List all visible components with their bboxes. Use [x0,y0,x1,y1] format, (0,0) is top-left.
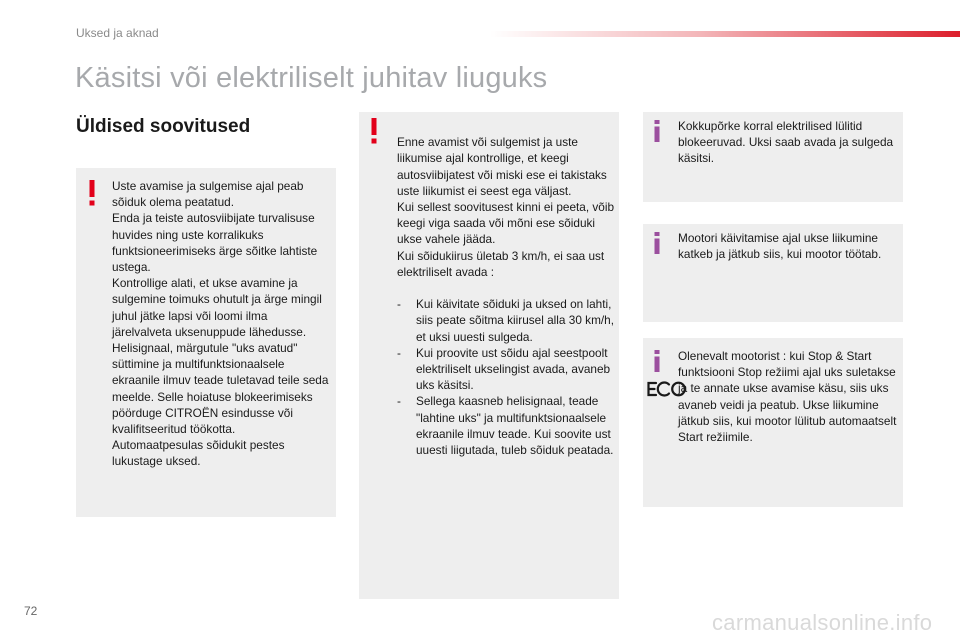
list-item [397,296,617,345]
bullet-dash: - [397,297,401,312]
list-item [397,393,617,458]
bullet-text: Sellega kaasneb helisignaal, teade "lahtine uks" ja multifunktsionaalsele ekraanile ilmuv teade. Kui soovite ust uuesti liigutada, tuleb sõiduk peatada. [416,394,614,458]
mid-warning-intro: Enne avamist või sulgemist ja uste liikumise ajal kontrollige, et keegi autosviibijatest või miski ese ei takistaks uste liikumist ei seest ega väljast. Kui sellest soovitusest kinni ei peeta, võib keegi viga saada või mõni ese sõiduki ukse vahele jääda. Kui sõidukiirus ületab 3 km/h, ei saa ust elektriliselt avada : [397,135,615,279]
list-item [397,345,617,394]
header-accent-line [490,31,960,37]
bullet-dash: - [397,345,401,360]
right-info-text-3: Olenevalt mootorist : kui Stop & Start funktsiooni Stop režiimi ajal uks suletakse ja te annate ukse avamise käsu, siis uks avaneb veidi ja peatub. Ukse liikumine jätkub siis, kui mootor lülitub automaatselt Start režiimile. [678,349,897,445]
bullet-text: Kui proovite ust sõidu ajal seestpoolt elektriliselt ukselingist avada, avaneb uks käsitsi. [416,345,611,393]
right-info-text-2: Mootori käivitamise ajal ukse liikumine katkeb ja jätkub siis, kui mootor töötab. [678,231,882,262]
warning-exclamation-icon [370,118,378,144]
section-title: Üldised soovitused [76,116,251,137]
page-number: 72 [24,604,38,618]
mid-warning-bullets [397,296,617,458]
header-section-label: Uksed ja aknad [76,26,159,40]
info-i-icon [653,120,661,142]
watermark: carmanualsonline.info [712,610,933,635]
info-i-icon [653,350,661,372]
bullet-dash: - [397,394,401,409]
info-i-icon [653,232,661,254]
bullet-text: Kui käivitate sõiduki ja uksed on lahti, siis peate sõitma kiirusel alla 30 km/h, et uksi uuesti sulgeda. [416,297,615,344]
mid-warning-content [397,118,617,474]
warning-exclamation-icon [88,180,96,206]
page-title: Käsitsi või elektriliselt juhitav liuguks [75,62,548,94]
right-info-text-1: Kokkupõrke korral elektrilised lülitid blokeeruvad. Uksi saab avada ja sulgeda käsitsi. [678,119,894,166]
left-warning-text: Uste avamise ja sulgemise ajal peab sõiduk olema peatatud. Enda ja teiste autosviibijate turvalisuse huvides ning uste korralikuks funktsioneerimiseks ärge sõitke lahtiste ustega. Kontrollige alati, et ukse avamine ja sulgemine toimuks ohutult ja ärge mingil juhul jätke lapsi või loomi ilma järelvalveta uksenuppude lähedusse. Helisignaal, märgutule "uks avatud" süttimine ja multifunktsionaalsele ekraanile ilmuv teade tuletavad teile seda meelde. Selle hoiatuse blokeerimiseks pöörduge CITROËN esindusse või kvalifitseeritud töökotta. Automaatpesulas sõidukit pestes lukustage uksed. [112,179,329,469]
